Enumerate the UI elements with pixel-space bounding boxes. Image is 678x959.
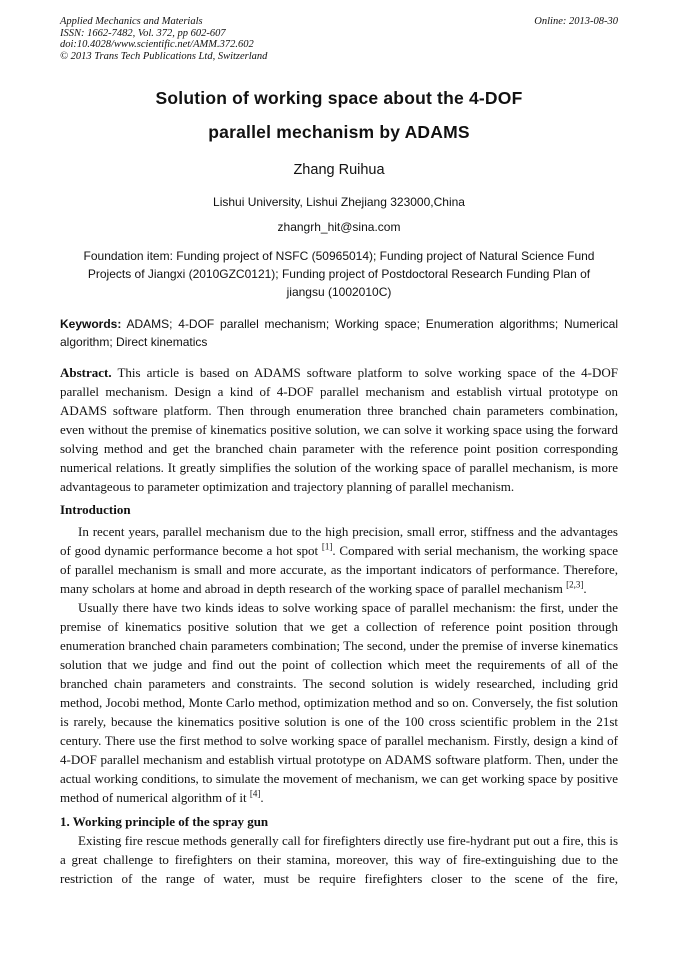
author-name: Zhang Ruihua: [293, 162, 385, 179]
issn-line: ISSN: 1662-7482, Vol. 372, pp 602-607: [60, 27, 226, 39]
copyright-line: © 2013 Trans Tech Publications Ltd, Switzerland: [60, 50, 268, 62]
keywords-block: [60, 315, 618, 351]
foundation-line: Foundation item: Funding project of NSFC (50965014); Funding project of Natural Science Fund: [83, 249, 595, 264]
keywords-text: ADAMS; 4-DOF parallel mechanism; Working space; Enumeration algorithms; Numerical algorithm; Direct kinematics: [60, 317, 618, 350]
section-1-paragraph: Existing fire rescue methods generally call for firefighters directly use fire-hydrant put out a fire, this is a great challenge to firefighters on their stamina, moreover, this way of fire-extinguishing due to the restriction of the range of water, must be require firefighters closer to the scene of the fire,: [60, 833, 618, 887]
intro-paragraph-1: [60, 522, 618, 598]
page-header: [60, 16, 618, 62]
paragraph-text: In recent years, parallel mechanism due to the high precision, small error, stiffness and the advantages of good dynamic performance become a hot spot: [60, 524, 618, 559]
paragraph-text: Usually there have two kinds ideas to solve working space of parallel mechanism: the first, under the premise of kinematics positive solution that we get a collection of reference point position through enumeration branched chain parameters combination; The second, under the premise of inverse kinematics solution that we judge and find out the point of collection which meet the requirements of all of the branched chain parameters and constraints. The second solution is widely researched, including grid method, Jocobi method, Monte Carlo method, optimization method and so on. Conversely, the fist solution is rarely, because the kinematics positive solution is one of the 100 cross scientific problem in the 21st century. There use the first method to solve working space of parallel mechanism. Firstly, design a kind of 4-DOF parallel mechanism and establish virtual prototype on ADAMS software platform. Then, under the actual working conditions, to simulate the movement of mechanism, we can get working space by positive method of numerical algorithm of it: [60, 600, 618, 806]
foundation-line: jiangsu (1002010C): [286, 285, 392, 300]
foundation-item: [60, 247, 618, 301]
online-date: Online: 2013-08-30: [534, 16, 618, 27]
journal-name: Applied Mechanics and Materials: [60, 16, 203, 27]
paragraph-text: . Compared with serial mechanism, the working space of parallel mechanism is small and more accurate, as the important indicators of performance. Therefore, many scholars at home and abroad in depth research of the working space of parallel mechanism: [60, 543, 618, 597]
paper-title-line-1: Solution of working space about the 4-DOF: [155, 88, 523, 109]
introduction-heading: Introduction: [60, 502, 131, 518]
abstract-label: Abstract.: [60, 365, 112, 381]
paper-title-line-2: parallel mechanism by ADAMS: [208, 122, 470, 143]
intro-paragraph-2: [60, 598, 618, 807]
section-1-heading: 1. Working principle of the spray gun: [60, 814, 269, 830]
paragraph-text: .: [583, 581, 587, 597]
citation-ref-4: [4]: [249, 789, 261, 800]
email-address: zhangrh_hit@sina.com: [277, 220, 401, 235]
journal-info: [60, 16, 267, 62]
foundation-line: Projects of Jiangxi (2010GZC0121); Funding project of Postdoctoral Research Funding Plan of: [87, 267, 591, 282]
abstract-text: This article is based on ADAMS software platform to solve working space of the 4-DOF parallel mechanism. Design a kind of 4-DOF parallel mechanism and establish virtual prototype on ADAMS software platform. Then through enumeration three branched chain parameters combination, even without the premise of kinematics positive solution, we can solve it working space using the forward solving method and get the branched chain parameter with the reference point position corresponding numerical relations. It greatly simplifies the solution of the working space of parallel mechanism, is more advantageous to parameter optimization and trajectory planning of parallel mechanism.: [60, 365, 618, 495]
paragraph-text: .: [260, 790, 264, 806]
affiliation: Lishui University, Lishui Zhejiang 323000,China: [213, 195, 465, 210]
citation-ref-2-3: [2,3]: [566, 580, 584, 591]
citation-ref-1: [1]: [321, 542, 333, 553]
paper-title: [60, 81, 618, 149]
doi-line: doi:10.4028/www.scientific.net/AMM.372.602: [60, 39, 254, 51]
abstract-block: [60, 363, 618, 496]
keywords-label: Keywords:: [60, 317, 122, 332]
